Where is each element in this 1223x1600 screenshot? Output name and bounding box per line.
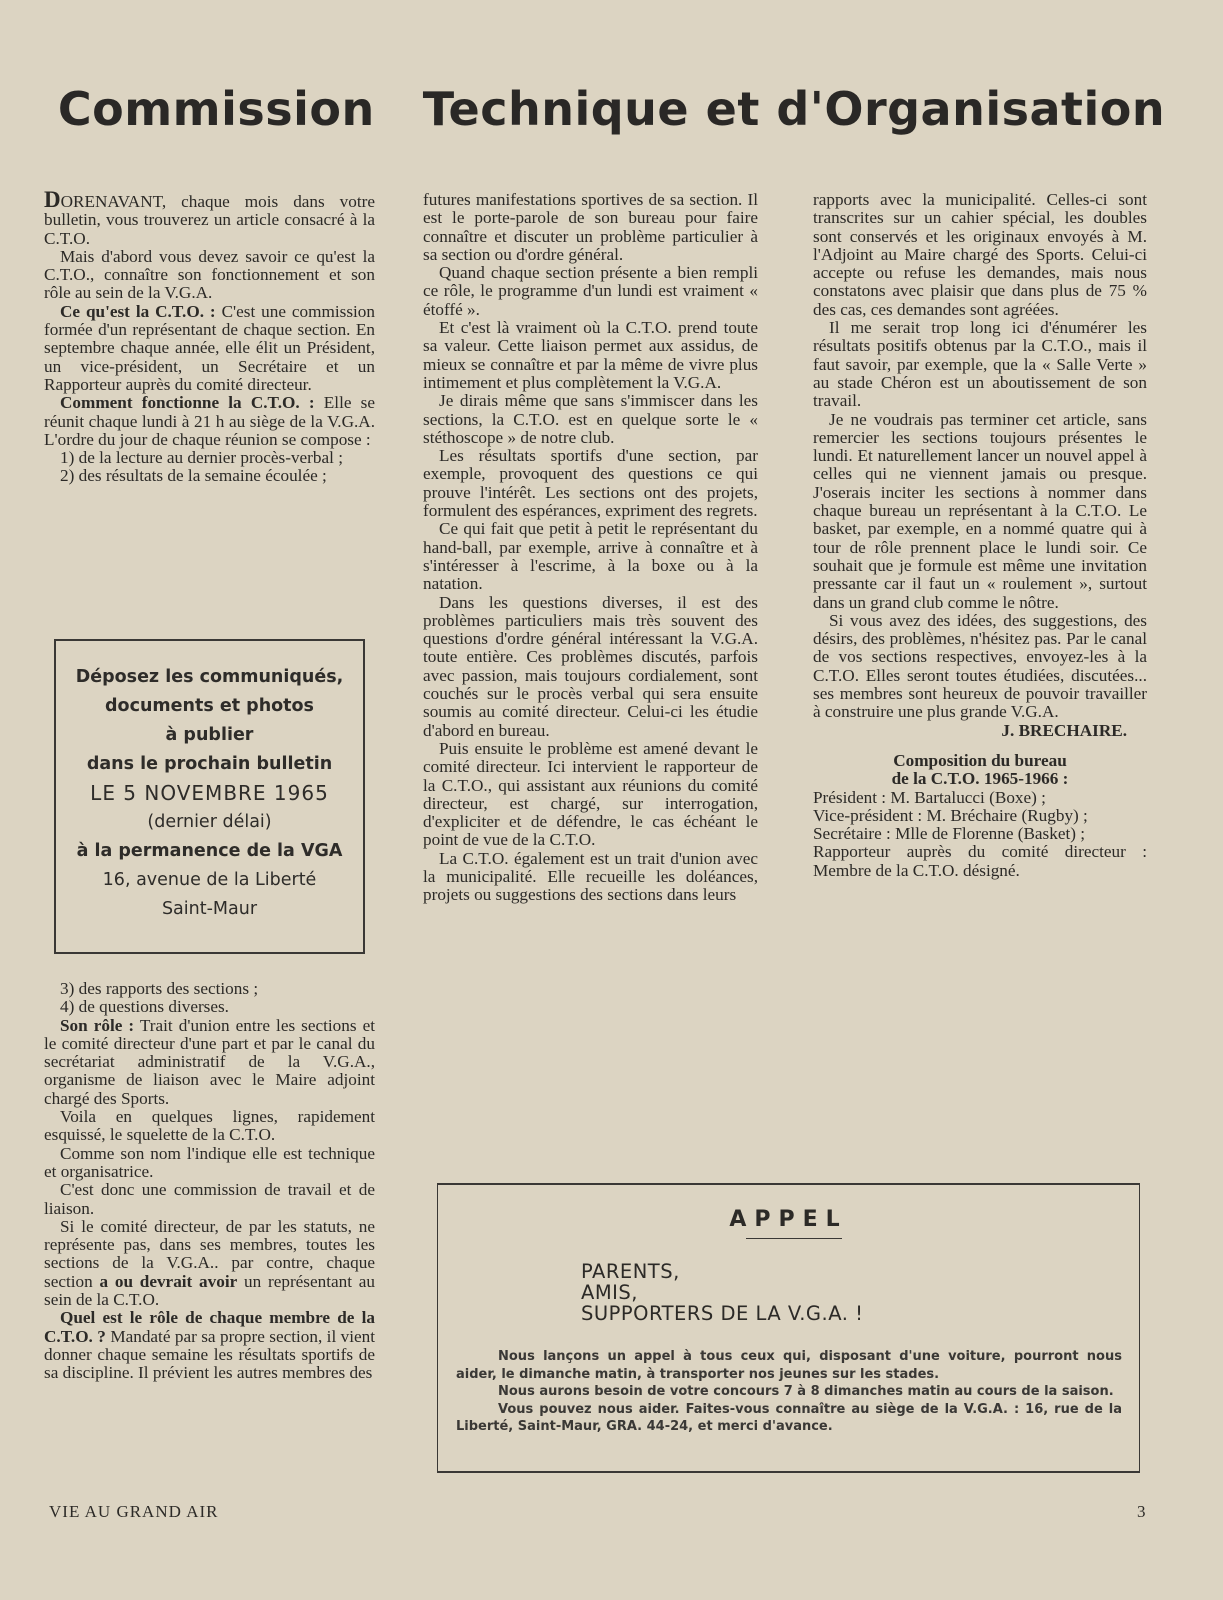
paragraph: Dans les questions diverses, il est des problèmes particuliers mais très souvent des questions d'ordre général intéressant la V.G.A. toute entière. Ces problèmes discutés, parfois avec passion, mais toujours cordialement, sont couchés sur le procès verbal qui sera ensuite soumis au comité directeur. Celui-ci les étudie d'abord en bureau. — [423, 592, 758, 740]
paragraph-text: Mandaté par sa propre section, il vient donner chaque semaine les résultats sportifs de sa discipline. Il prévient les autres membres des — [44, 1326, 376, 1383]
notice-line: à publier — [165, 725, 254, 745]
paragraph — [44, 1017, 375, 1108]
article-column-3 — [813, 191, 1147, 880]
notice-date: LE 5 NOVEMBRE 1965 — [90, 781, 329, 805]
page-number: 3 — [1137, 1502, 1146, 1521]
appeal-box — [437, 1183, 1140, 1473]
paragraph: La C.T.O. également est un trait d'union avec la municipalité. Elle recueille les doléances, projets ou suggestions des sections dans leurs — [423, 848, 758, 905]
paragraph-heading: Ce qu'est la C.T.O. : — [60, 301, 216, 321]
notice-address: 16, avenue de la Liberté — [102, 870, 317, 890]
article-column-2 — [423, 191, 758, 905]
publication-name: VIE AU GRAND AIR — [49, 1502, 219, 1521]
article-column-1 — [44, 187, 375, 486]
paragraph-text: ORENAVANT, chaque mois dans votre bulletin, vous trouverez un article consacré à la C.T.O. — [44, 192, 375, 248]
title-part-2: Technique et d'Organisation — [422, 82, 1166, 136]
paragraph: rapports avec la municipalité. Celles-ci sont transcrites sur un cahier spécial, les doubles sont conservés et les originaux envoyés à M. l'Adjoint au Maire chargé des Sports. Celui-ci accepte ou refuse les demandes, mais nous constatons avec plaisir que dans plus de 75 % des cas, ces demandes sont agréées. — [813, 190, 1147, 319]
appeal-paragraph: Nous lançons un appel à tous ceux qui, disposant d'une voiture, pourront nous aider, le dimanche matin, à transporter nos jeunes sur les stades. — [456, 1349, 1122, 1382]
paragraph-text: Elle se réunit chaque lundi à 21 h au siège de la V.G.A. L'ordre du jour de chaque réunion se compose : — [44, 393, 375, 449]
paragraph — [44, 303, 375, 394]
paragraph-text: Trait d'union entre les sections et le comité directeur d'une part et par le canal du secrétariat administratif de la V.G.A., organisme de liaison avec le Maire adjoint chargé des Sports. — [44, 1015, 376, 1108]
appeal-heading — [581, 1261, 863, 1324]
notice-line: (dernier délai) — [147, 812, 272, 832]
paragraph: Les résultats sportifs d'une section, par exemple, provoquent des questions ce qui prouve l'intérêt. Les sections ont des projets, formulent des espérances, expriment des regrets. — [423, 446, 758, 521]
paragraph-heading: Comment fonctionne la C.T.O. : — [60, 393, 315, 413]
notice-line: Déposez les communiqués, — [75, 667, 344, 687]
paragraph — [44, 394, 375, 449]
paragraph-heading: Quel est le rôle de chaque membre de la C.T.O. ? — [44, 1308, 375, 1346]
deadline-notice-box — [54, 639, 365, 954]
notice-line: documents et photos — [105, 696, 314, 716]
appeal-paragraph: Vous pouvez nous aider. Faites-vous connaître au siège de la V.G.A. : 16, rue de la Liberté, Saint-Maur, GRA. 44-24, et merci d'avance. — [456, 1401, 1122, 1435]
notice-city: Saint-Maur — [161, 899, 258, 919]
paragraph — [44, 1218, 375, 1309]
paragraph: Puis ensuite le problème est amené devant le comité directeur. Ici intervient le rapporteur de la C.T.O., qui assistant aux réunions du comité directeur, est chargé, sur interrogation, d'expliciter et de défendre, le cas échéant le point de vue de la C.T.O. — [423, 738, 758, 850]
appeal-heading-line: AMIS, — [581, 1281, 638, 1304]
paragraph-heading: Son rôle : — [60, 1015, 135, 1035]
paragraph: Voila en quelques lignes, rapidement esquissé, le squelette de la C.T.O. — [44, 1107, 375, 1145]
list-item: 1) de la lecture au dernier procès-verbal ; — [60, 448, 343, 468]
paragraph — [44, 1309, 375, 1382]
paragraph: Quand chaque section présente a bien rempli ce rôle, le programme d'un lundi est vraiment « étoffé ». — [423, 263, 758, 319]
article-column-1-continued — [44, 980, 375, 1383]
paragraph: futures manifestations sportives de sa section. Il est le porte-parole de son bureau pour faire connaître et discuter un problème particulier à sa section ou d'ordre général. — [423, 190, 758, 264]
paragraph: Et c'est là vraiment où la C.T.O. prend toute sa valeur. Cette liaison permet aux assidus, de mieux se connaître et par la même de vivre plus intimement et plus complètement la V.G.A. — [423, 318, 758, 392]
appeal-paragraph: Nous aurons besoin de votre concours 7 à 8 dimanches matin au cours de la saison. — [498, 1384, 1114, 1400]
page-title — [0, 82, 1223, 136]
paragraph-intro — [44, 187, 375, 248]
list-item: 3) des rapports des sections ; — [60, 979, 259, 998]
paragraph-emphasis: a ou devrait avoir — [99, 1271, 238, 1291]
paragraph: Comme son nom l'indique elle est technique et organisatrice. — [44, 1143, 375, 1181]
composition-item: Rapporteur auprès du comité directeur : Membre de la C.T.O. désigné. — [813, 842, 1147, 880]
notice-line: à la permanence de la VGA — [76, 841, 343, 861]
composition-item: Secrétaire : Mlle de Florenne (Basket) ; — [813, 824, 1086, 844]
title-underline — [746, 1238, 842, 1239]
paragraph: Il me serait trop long ici d'énumérer les résultats positifs obtenus par la C.T.O., mais il faut savoir, par exemple, que la « Salle Verte » au stade Chéron est un aboutissement de son travail. — [813, 318, 1147, 411]
drop-cap: D — [44, 187, 61, 212]
author-signature: J. BRECHAIRE. — [1001, 720, 1127, 740]
paragraph: Mais d'abord vous devez savoir ce qu'est la C.T.O., connaître son fonctionnement et son rôle au sein de la V.G.A. — [44, 246, 375, 303]
appeal-heading-line: SUPPORTERS DE LA V.G.A. ! — [581, 1302, 864, 1325]
composition-item: Président : M. Bartalucci (Boxe) ; — [813, 787, 1046, 807]
appeal-title: APPEL — [729, 1207, 848, 1232]
paragraph-text: C'est une commission formée d'un représentant de chaque section. En septembre chaque année, elle élit un Président, un vice-président, un Secrétaire et un Rapporteur auprès du comité directeur. — [44, 301, 375, 394]
paragraph: Si vous avez des idées, des suggestions, des désirs, des problèmes, n'hésitez pas. Par le canal de vos sections respectives, envoyez-les à la C.T.O. Elles seront toutes étudiées, discutées... ses membres sont heureux de pouvoir travailler à construire une plus grande V.G.A. — [813, 610, 1147, 722]
composition-heading-line: de la C.T.O. 1965-1966 : — [891, 769, 1069, 789]
paragraph-text: un représentant au sein de la C.T.O. — [44, 1271, 375, 1310]
composition-heading — [813, 752, 1147, 789]
appeal-body — [456, 1348, 1122, 1436]
list-item: 2) des résultats de la semaine écoulée ; — [60, 466, 327, 486]
paragraph: C'est donc une commission de travail et de liaison. — [44, 1180, 375, 1218]
notice-line: dans le prochain bulletin — [86, 754, 333, 774]
composition-heading-line: Composition du bureau — [893, 750, 1067, 770]
appeal-heading-line: PARENTS, — [581, 1260, 680, 1283]
paragraph: Je dirais même que sans s'immiscer dans les sections, la C.T.O. est en quelque sorte le « stéthoscope » de notre club. — [423, 391, 758, 447]
paragraph-text: Si le comité directeur, de par les statuts, ne représente pas, dans ses membres, toutes les sections de la V.G.A.. par contre, chaque section — [44, 1216, 375, 1291]
paragraph: Je ne voudrais pas terminer cet article, sans remercier les sections toujours présentes le lundi. Et naturellement lancer un nouvel appel à celles qui ne viennent jamais ou presque. J'oserais inciter les sections à nommer dans chaque bureau un représentant à la C.T.O. Le basket, par exemple, en a nommé quatre qui à tour de rôle prennent place le lundi soir. Ce souhait que je formule est même une invitation pressante car il faut un « roulement », surtout dans un grand club comme le nôtre. — [813, 409, 1147, 612]
paragraph: Ce qui fait que petit à petit le représentant du hand-ball, par exemple, arrive à connaître et à s'intéresser à l'escrime, à la boxe ou à la natation. — [423, 519, 758, 594]
composition-item: Vice-président : M. Bréchaire (Rugby) ; — [813, 805, 1088, 825]
title-part-1: Commission — [57, 82, 375, 136]
list-item: 4) de questions diverses. — [60, 997, 229, 1017]
